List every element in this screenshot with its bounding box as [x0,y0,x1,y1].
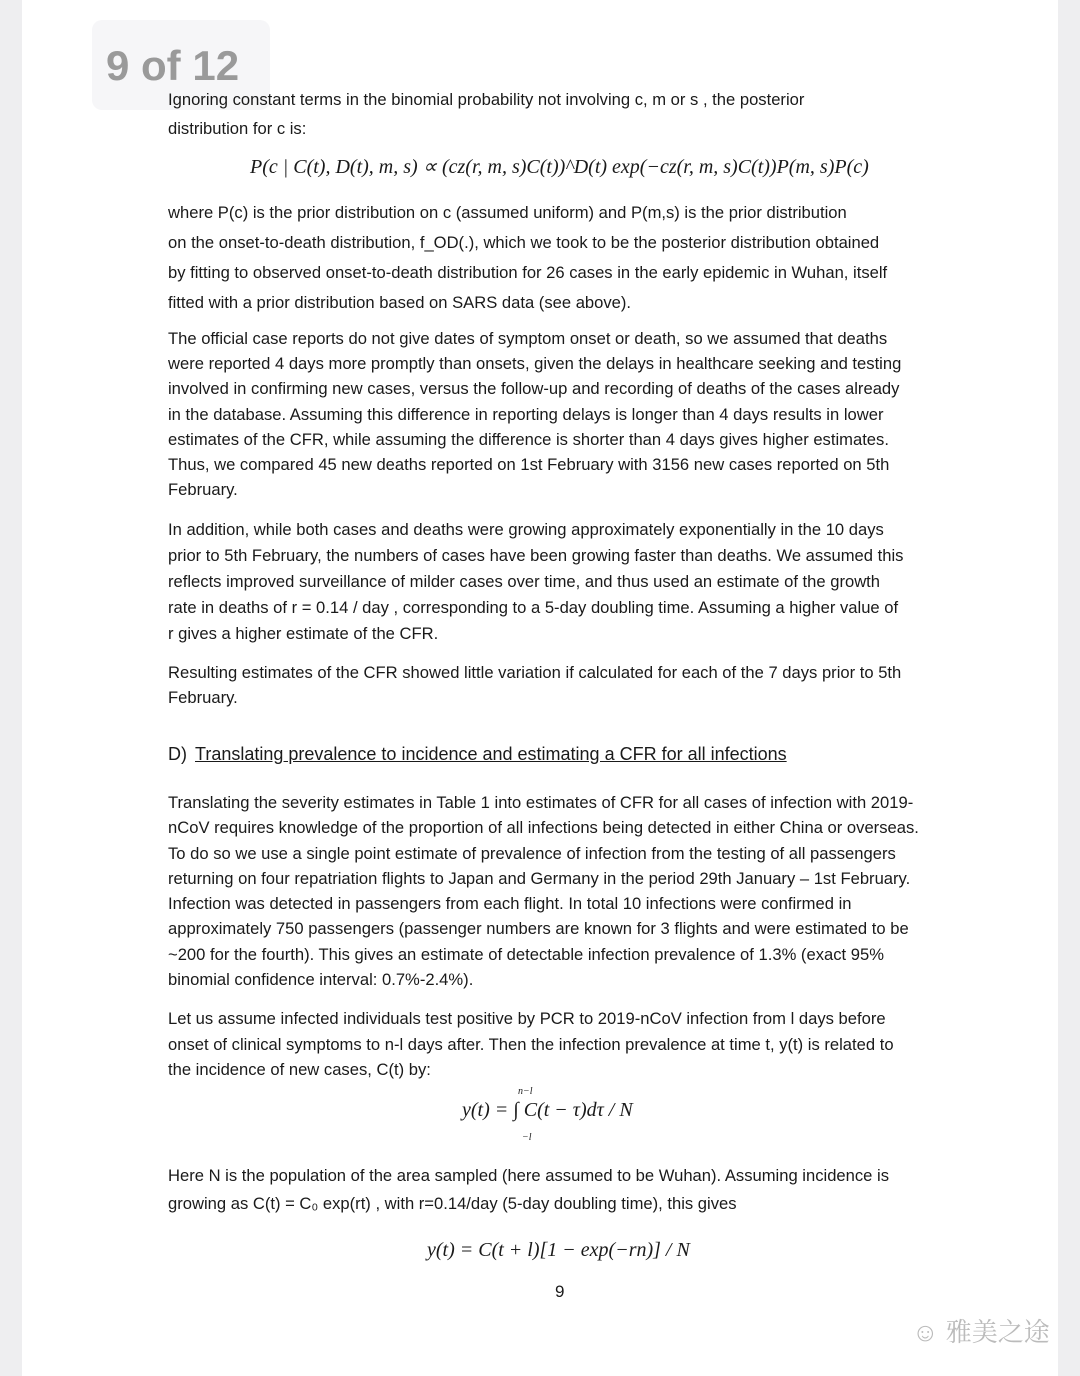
section-title: Translating prevalence to incidence and estimating a CFR for all infections [195,744,787,764]
prevalence-integral-equation [462,1099,633,1122]
text-line: To do so we use a single point estimate of prevalence of infection from the testing of all passengers [168,843,896,863]
document-page [22,0,1058,1376]
text-line: approximately 750 passengers (passenger numbers are known for 3 flights and were estimated to be [168,919,909,939]
text-line: Resulting estimates of the CFR showed little variation if calculated for each of the 7 days prior to 5th [168,663,902,682]
watermark-text: 雅美之途 [945,1317,1050,1347]
text-line: Here N is the population of the area sampled (here assumed to be Wuhan). Assuming incidence is [168,1166,890,1185]
paragraph [168,1006,968,1083]
text-line: returning on four repatriation flights to Japan and Germany in the period 29th January – 1st February. [168,868,911,888]
text-line: rate in deaths of r = 0.14 / day , corresponding to a 5-day doubling time. Assuming a higher value of [168,598,899,617]
text-line: In addition, while both cases and deaths were growing approximately exponentially in the 10 days [168,520,884,539]
text-line: nCoV requires knowledge of the proportion of all infections being detected in either China or overseas. [168,818,919,838]
text-line: reflects improved surveillance of milder cases over time, and thus used an estimate of the growth [168,572,881,591]
text-line: onset of clinical symptoms to n-l days after. Then the infection prevalence at time t, y(t) is related to [168,1034,894,1054]
text-line: on the onset-to-death distribution, f_OD(.), which we took to be the posterior distribution obtained [168,233,880,252]
text-line: estimates of the CFR, while assuming the difference is shorter than 4 days gives higher estimates. [168,429,889,449]
text-line: binomial confidence interval: 0.7%-2.4%). [168,970,474,990]
paragraph [168,1162,968,1218]
text-line: February. [168,480,238,500]
paragraph [168,198,968,318]
text-line: fitted with a prior distribution based on SARS data (see above). [168,293,632,312]
paragraph [168,326,968,502]
wechat-icon: ☺ [912,1317,946,1347]
paragraph [168,85,968,143]
page-indicator-text: 9 of 12 [106,42,240,89]
text-line: involved in confirming new cases, versus the follow-up and recording of deaths of the cases already [168,379,900,399]
text-line: Infection was detected in passengers from each flight. In total 10 infections were confirmed in [168,894,852,914]
paragraph [168,660,968,710]
integral-upper-limit: n−l [518,1086,533,1097]
text-line: Let us assume infected individuals test positive by PCR to 2019-nCoV infection from l days before [168,1009,886,1028]
prevalence-growth-equation: y(t) = C(t + l)[1 − exp(−rn)] / N [427,1239,690,1261]
text-line: Thus, we compared 45 new deaths reported on 1st February with 3156 new cases reported on 5th [168,455,890,475]
section-heading [168,744,787,765]
text-line: in the database. Assuming this difference in reporting delays is longer than 4 days results in lower [168,404,884,424]
text-line: r gives a higher estimate of the CFR. [168,624,439,643]
integral-expression: y(t) = ∫ C(t − τ)dτ / N [462,1099,633,1121]
text-line: February. [168,688,238,708]
posterior-equation: P(c | C(t), D(t), m, s) ∝ (cz(r, m, s)C(t))^D(t) exp(−cz(r, m, s)C(t))P(m, s)P(c) [250,156,869,178]
watermark [912,1312,1050,1349]
text-line: by fitting to observed onset-to-death distribution for 26 cases in the early epidemic in Wuhan, itself [168,263,888,282]
text-line: distribution for c is: [168,119,307,138]
text-line: the incidence of new cases, C(t) by: [168,1060,431,1079]
text-line: growing as C(t) = C₀ exp(rt) , with r=0.14/day (5-day doubling time), this gives [168,1194,737,1213]
integral-lower-limit: −l [522,1132,532,1143]
page-number: 9 [555,1282,565,1301]
paragraph [168,790,968,992]
text-line: where P(c) is the prior distribution on c (assumed uniform) and P(m,s) is the prior distribution [168,203,847,222]
text-line: Ignoring constant terms in the binomial probability not involving c, m or s , the posterior [168,90,805,109]
text-line: were reported 4 days more promptly than onsets, given the delays in healthcare seeking and testing [168,354,902,374]
text-line: ~200 for the fourth). This gives an estimate of detectable infection prevalence of 1.3% (exact 95% [168,944,884,964]
text-line: Translating the severity estimates in Table 1 into estimates of CFR for all cases of infection with 2019- [168,793,914,812]
text-line: The official case reports do not give dates of symptom onset or death, so we assumed that deaths [168,329,888,348]
paragraph [168,517,968,647]
text-line: prior to 5th February, the numbers of cases have been growing faster than deaths. We assumed this [168,546,904,565]
section-label: D) [168,744,187,764]
